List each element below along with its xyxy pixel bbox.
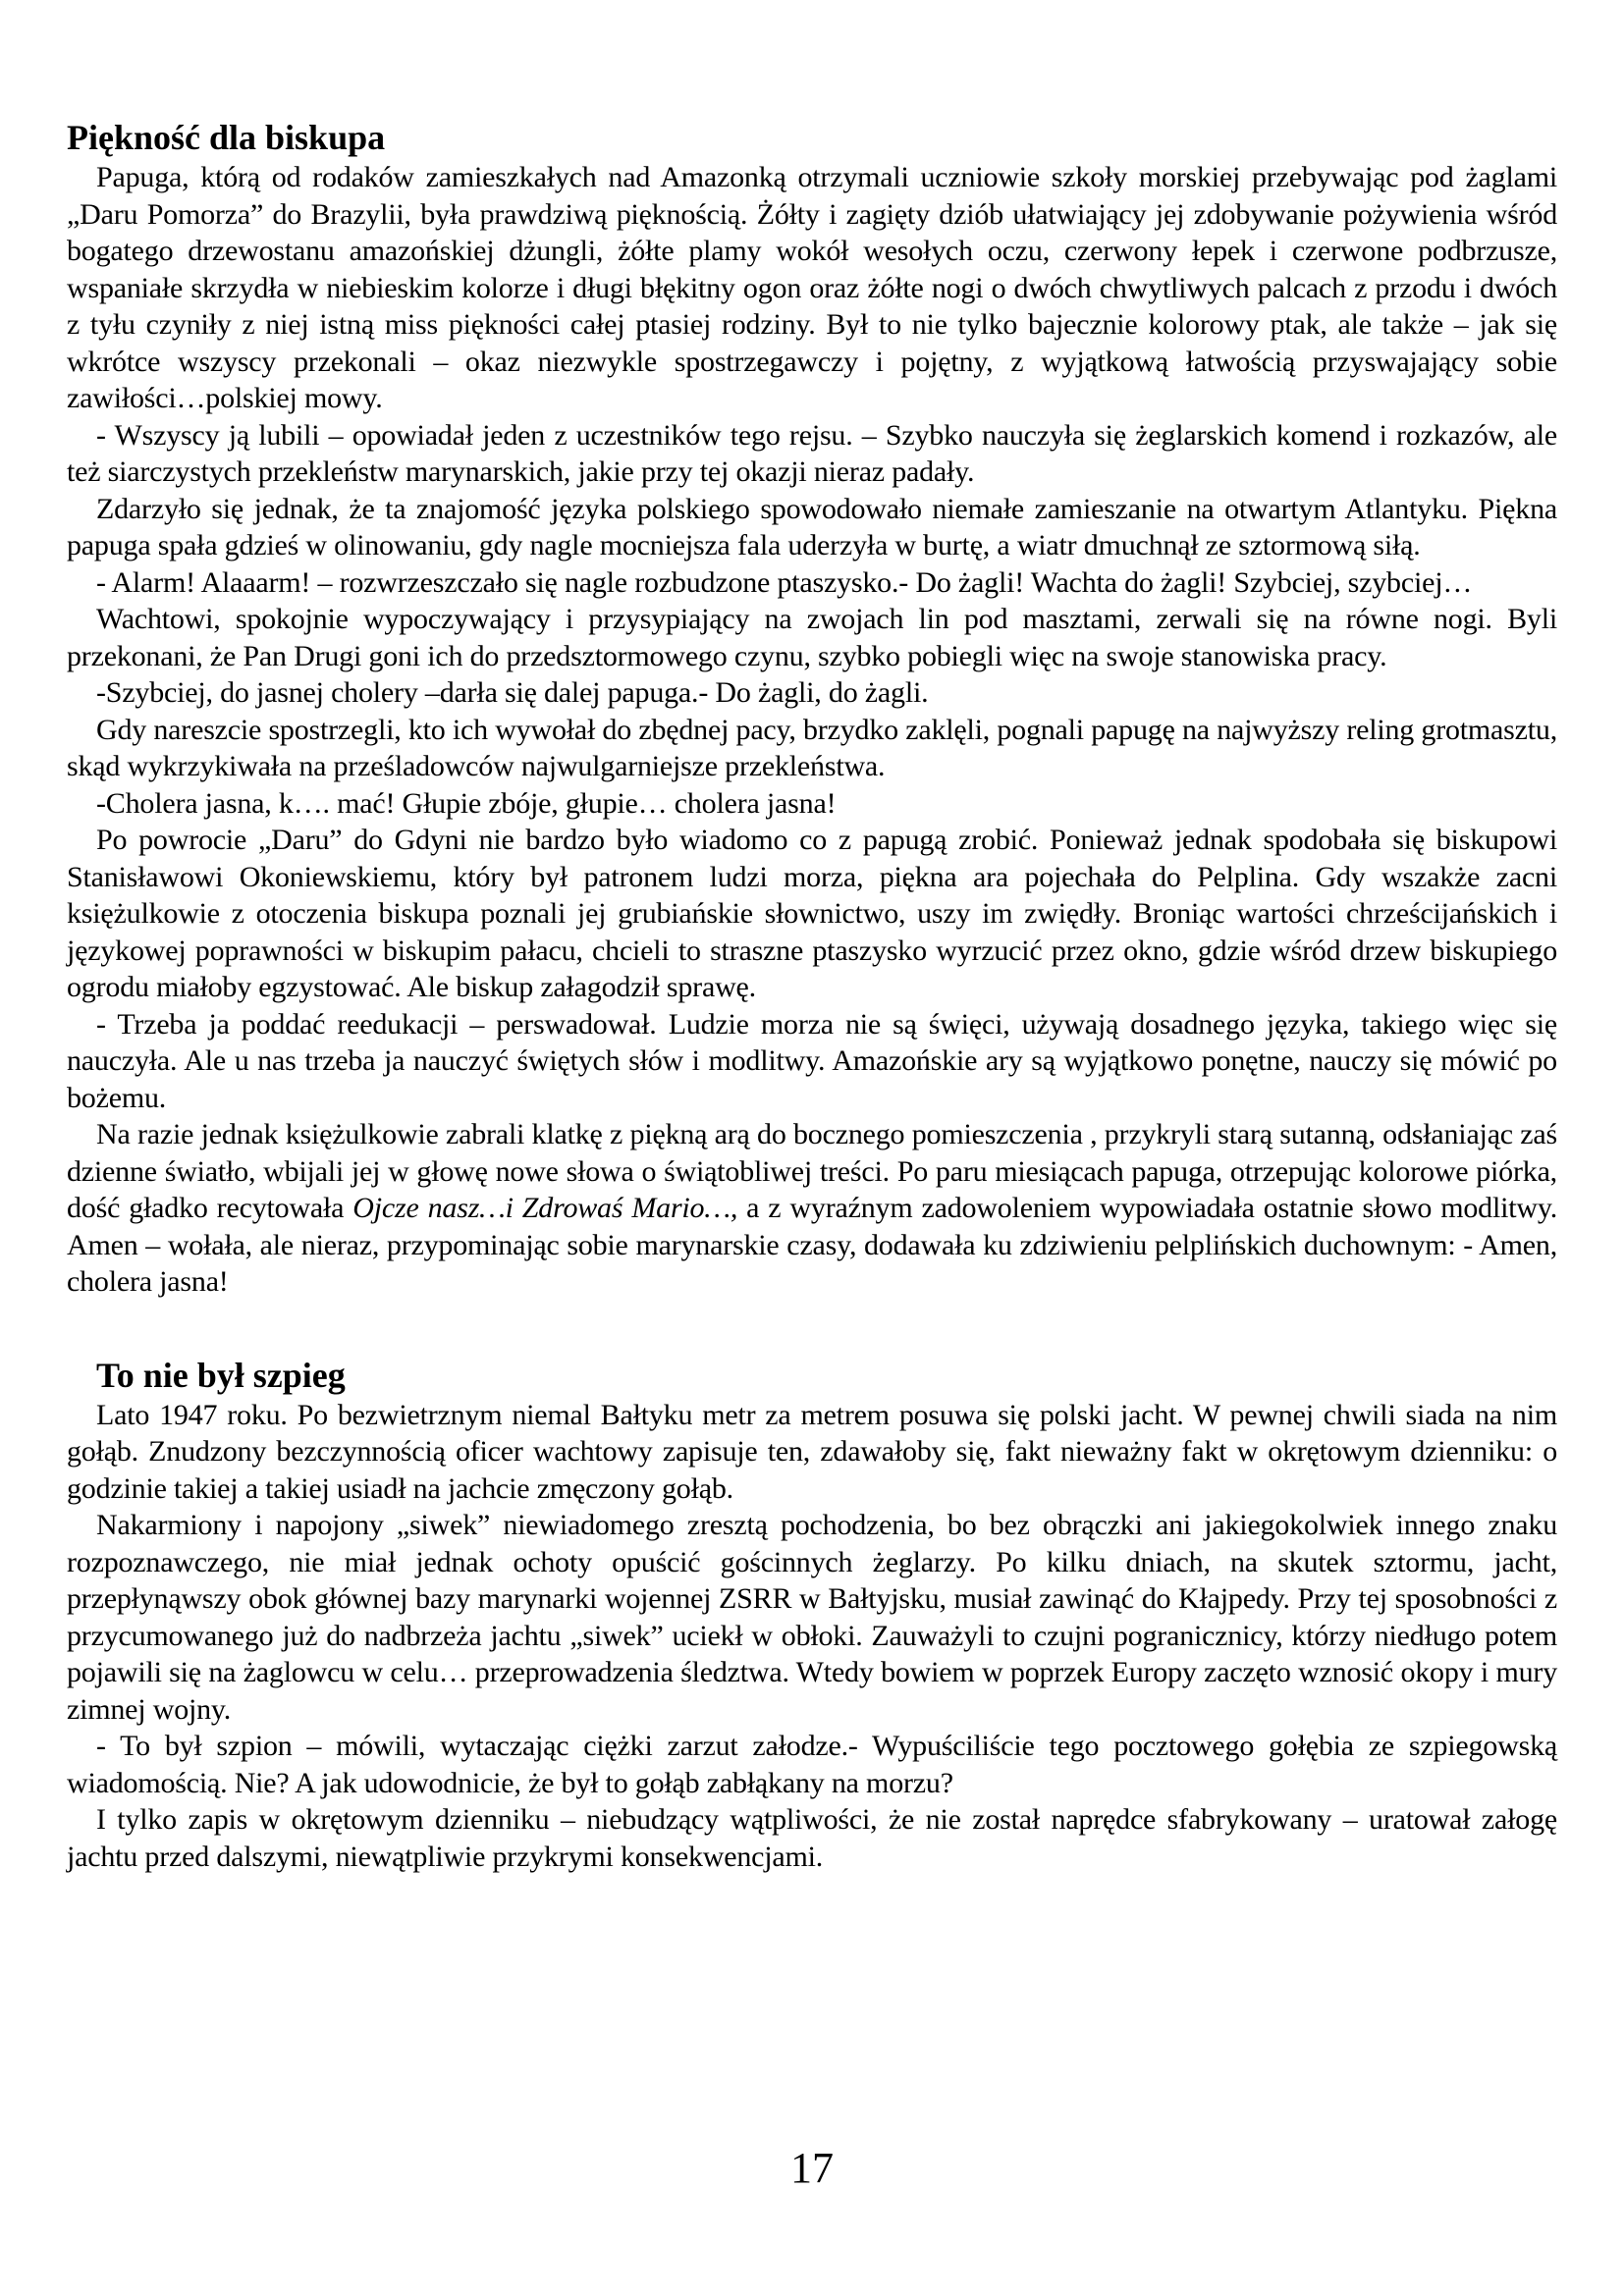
paragraph xyxy=(67,1397,1557,1508)
text-run: Wachtowi, spokojnie wypoczywający i przysypiający na zwojach lin pod masztami, zerwali się na równe nogi. Byli przekonani, że Pan Drugi goni ich do przedsztormowego czynu, szybko pobiegli więc na swoje stanowiska pracy. xyxy=(67,603,1557,672)
text-run: - Alarm! Alaaarm! – rozwrzeszczało się nagle rozbudzone ptaszysko.- Do żagli! Wachta do żagli! Szybciej, szybciej… xyxy=(96,565,1473,599)
paragraph xyxy=(67,785,1557,823)
paragraph xyxy=(67,1006,1557,1117)
text-run: a z wyraźnym zadowoleniem wypowiadała ostatnie słowo modlitwy. Amen – wołała, ale nieraz, przypominając sobie marynarskie czasy, dodawała ku zdziwieniu pelplińskich duchownym: - Amen, cholera jasna! xyxy=(67,1192,1557,1298)
text-run: Na razie jednak księżulkowie zabrali klatkę z piękną arą do bocznego pomieszczenia , przykryli starą sutanną, odsłaniając zaś dzienne światło, wbijali jej w głowę nowe słowa o świątobliwej treści. Po paru miesiącach papuga, otrzepując kolorowe piórka, dość gładko recytowała xyxy=(67,1118,1557,1224)
paragraph xyxy=(67,417,1557,491)
text-run: Lato 1947 roku. Po bezwietrznym niemal Bałtyku metr za metrem posuwa się polski jacht. W pewnej chwili siada na nim gołąb. Znudzony bezczynnością oficer wachtowy zapisuje ten, zdawałoby się, fakt nieważny fakt w okrętowym dzienniku: o godzinie takiej a takiej usiadł na jachcie zmęczony gołąb. xyxy=(67,1398,1557,1505)
paragraph xyxy=(67,1801,1557,1875)
text-run: -Cholera jasna, k…. mać! Głupie zbóje, głupie… cholera jasna! xyxy=(96,786,837,820)
paragraph xyxy=(67,491,1557,564)
paragraph xyxy=(67,1507,1557,1728)
section-title: To nie był szpieg xyxy=(96,1355,346,1395)
paragraph xyxy=(67,159,1557,417)
paragraph xyxy=(67,1728,1557,1801)
text-run: I tylko zapis w okrętowym dzienniku – niebudzący wątpliwości, że nie został naprędce sfabrykowany – uratował załogę jachtu przed dalszymi, niewątpliwie przykrymi konsekwencjami. xyxy=(67,1803,1557,1873)
text-run: - To był szpion – mówili, wytaczając ciężki zarzut załodze.- Wypuściliście tego pocztowego gołębia ze szpiegowską wiadomością. Nie? A jak udowodnicie, że był to gołąb zabłąkany na morzu? xyxy=(67,1730,1557,1799)
prayer-title-italic-run: Ojcze nasz…i Zdrowaś Mario…, xyxy=(352,1192,738,1224)
text-run: - Trzeba ja poddać reedukacji – perswadował. Ludzie morza nie są święci, używają dosadnego języka, takiego więc się nauczyła. Ale u nas trzeba ja nauczyć świętych słów i modlitwy. Amazońskie ary są wyjątkowo ponętne, nauczy się mówić po bożemu. xyxy=(67,1007,1557,1114)
text-run: Papuga, którą od rodaków zamieszkałych nad Amazonką otrzymali uczniowie szkoły morskiej przebywając pod żaglami „Daru Pomorza” do Brazylii, była prawdziwą pięknością. Żółty i zagięty dziób ułatwiający jej zdobywanie pożywienia wśród bogatego drzewostanu amazońskiej dżungli, żółte plamy wokół wesołych oczu, czerwony łepek i czerwone podbrzusze, wspaniałe skrzydła w niebieskim kolorze i długi błękitny ogon oraz żółte nogi o dwóch chwytliwych palcach z przodu i dwóch z tyłu czyniły z niej istną miss piękności całej ptasiej rodziny. Był to nie tylko bajecznie kolorowy ptak, ale także – jak się wkrótce wszyscy przekonali – okaz niezwykle spostrzegawczy i pojętny, z wyjątkową łatwością przyswajający sobie zawiłości…polskiej mowy. xyxy=(67,161,1557,414)
page-number: 17 xyxy=(790,2144,834,2192)
text-run: -Szybciej, do jasnej cholery –darła się dalej papuga.- Do żagli, do żagli. xyxy=(96,676,929,709)
document-body xyxy=(67,116,1557,1875)
text-run: - Wszyscy ją lubili – opowiadał jeden z uczestników tego rejsu. – Szybko nauczyła się żeglarskich komend i rozkazów, ale też siarczystych przekleństw marynarskich, jakie przy tej okazji nieraz padały. xyxy=(67,418,1557,488)
text-run: Gdy nareszcie spostrzegli, kto ich wywołał do zbędnej pacy, brzydko zaklęli, pognali papugę na najwyższy reling grotmasztu, skąd wykrzykiwała na prześladowców najwulgarniejsze przekleństwa. xyxy=(67,713,1557,782)
paragraph xyxy=(67,674,1557,712)
paragraph xyxy=(67,1116,1557,1301)
text-run: Nakarmiony i napojony „siwek” niewiadomego zresztą pochodzenia, bo bez obrączki ani jakiegokolwiek innego znaku rozpoznawczego, nie miał jednak ochoty opuścić gościnnych żeglarzy. Po kilku dniach, na skutek sztormu, jacht, przepłynąwszy obok głównej bazy marynarki wojennej ZSRR w Bałtyjsku, musiał zawinąć do Kłajpedy. Przy tej sposobności z przycumowanego już do nadbrzeża jachtu „siwek” uciekł w obłoki. Zauważyli to czujni pogranicznicy, którzy niedługo potem pojawili się na żaglowcu w celu… przeprowadzenia śledztwa. Wtedy bowiem w poprzek Europy zaczęto wznosić okopy i mury zimnej wojny. xyxy=(67,1509,1557,1726)
paragraph xyxy=(67,712,1557,785)
text-run: Po powrocie „Daru” do Gdyni nie bardzo było wiadomo co z papugą zrobić. Ponieważ jednak spodobała się biskupowi Stanisławowi Okoniewskiemu, który był patronem ludzi morza, piękna ara pojechała do Pelplina. Gdy wszakże zacni księżulkowie z otoczenia biskupa poznali jej grubiańskie słownictwo, uszy im zwiędły. Broniąc wartości chrześcijańskich i językowej poprawności w biskupim pałacu, chcieli to straszne ptaszysko wyrzucić przez okno, gdzie wśród drzew biskupiego ogrodu miałoby egzystować. Ale biskup załagodził sprawę. xyxy=(67,824,1557,1003)
text-run: Zdarzyło się jednak, że ta znajomość języka polskiego spowodowało niemałe zamieszanie na otwartym Atlantyku. Piękna papuga spała gdzieś w olinowaniu, gdy nagle mocniejsza fala uderzyła w burtę, a wiatr dmuchnął ze sztormową siłą. xyxy=(67,492,1557,561)
paragraph xyxy=(67,601,1557,674)
paragraph xyxy=(67,822,1557,1006)
paragraph xyxy=(67,564,1557,602)
section-title: Piękność dla biskupa xyxy=(67,118,386,157)
